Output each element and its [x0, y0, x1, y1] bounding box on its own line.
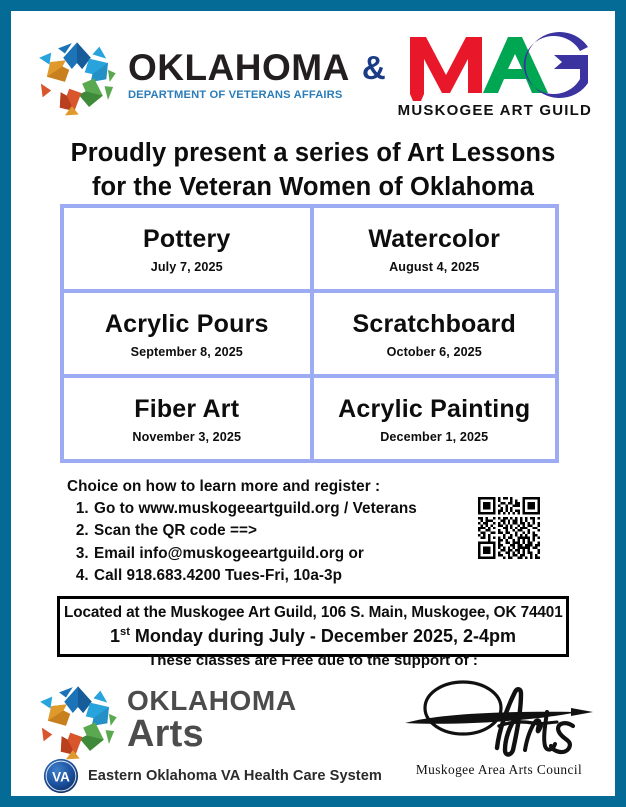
class-row	[64, 374, 555, 459]
free-classes-note: These classes are Free due to the support of :	[148, 652, 478, 669]
ampersand: &	[361, 49, 386, 86]
muskogee-area-arts-council-logo	[401, 678, 597, 778]
oklahoma-arts-pinwheel-icon	[35, 676, 121, 762]
class-name: Pottery	[142, 224, 231, 253]
odva-logo	[34, 32, 350, 118]
oklahoma-arts-line-2: Arts	[127, 712, 204, 755]
class-name: Watercolor	[368, 224, 501, 253]
class-name: Acrylic Painting	[338, 394, 531, 423]
instruction-item-website: 1. Go to www.muskogeeartguild.org / Veterans	[93, 498, 487, 520]
instructions-list	[67, 498, 487, 588]
class-cell-fiber-art	[64, 378, 310, 459]
location-box	[57, 596, 569, 657]
instruction-item-phone: 4. Call 918.683.4200 Tues-Fri, 10a-3p	[93, 565, 487, 587]
schedule-rest: Monday during July - December 2025, 2-4pm	[129, 625, 517, 646]
instruction-item-qr: 2. Scan the QR code ==>	[93, 520, 487, 542]
class-cell-watercolor	[310, 208, 556, 289]
sponsor-logos	[11, 676, 615, 796]
flyer-content	[11, 11, 615, 796]
va-health-care-row	[43, 758, 382, 794]
class-cell-acrylic-pours	[64, 293, 310, 374]
class-date: December 1, 2025	[380, 429, 489, 444]
class-cell-pottery	[64, 208, 310, 289]
class-row	[64, 289, 555, 374]
class-date: September 8, 2025	[130, 344, 243, 359]
class-date: August 4, 2025	[389, 259, 480, 274]
va-health-care-label: Eastern Oklahoma VA Health Care System	[88, 768, 382, 784]
mag-sub-text: MUSKOGEE ART GUILD	[397, 102, 593, 119]
maac-script-arts-icon	[401, 678, 597, 764]
title-line-2: for the Veteran Women of Oklahoma	[91, 172, 535, 201]
odva-sub-text: DEPARTMENT OF VETERANS AFFAIRS	[127, 88, 343, 101]
class-name: Scratchboard	[352, 309, 517, 338]
location-address: Located at the Muskogee Art Guild, 106 S. Main, Muskogee, OK 74401	[64, 604, 563, 621]
qr-code[interactable]	[478, 497, 540, 559]
header-logos	[11, 19, 615, 131]
flyer-title	[11, 137, 615, 204]
oklahoma-arts-wordmark	[127, 685, 297, 755]
maac-caption: Muskogee Area Arts Council	[415, 762, 583, 777]
schedule-day-suffix: st	[119, 625, 130, 638]
class-date: October 6, 2025	[386, 344, 482, 359]
class-schedule-grid	[60, 204, 559, 463]
class-cell-acrylic-painting	[310, 378, 556, 459]
class-date: July 7, 2025	[150, 259, 223, 274]
instructions-heading: Choice on how to learn more and register :	[67, 478, 381, 495]
class-row	[64, 208, 555, 289]
class-name: Fiber Art	[134, 394, 240, 423]
va-seal-icon	[43, 758, 79, 794]
class-date: November 3, 2025	[132, 429, 242, 444]
oklahoma-pinwheel-icon	[34, 32, 120, 118]
mag-letters-icon	[402, 31, 588, 101]
title-line-1: Proudly present a series of Art Lessons	[70, 139, 556, 167]
class-cell-scratchboard	[310, 293, 556, 374]
oklahoma-arts-council-logo	[35, 676, 297, 762]
schedule-day-number: 1	[109, 625, 120, 646]
odva-main-text: OKLAHOMA	[127, 46, 350, 88]
odva-wordmark	[127, 46, 350, 101]
mag-logo	[398, 31, 592, 119]
location-schedule	[64, 625, 562, 648]
oklahoma-arts-line-1: OKLAHOMA	[127, 685, 297, 717]
instruction-item-email: 3. Email info@muskogeeartguild.org or	[93, 543, 487, 565]
registration-instructions	[67, 477, 487, 588]
svg-text:VA: VA	[52, 769, 70, 785]
class-name: Acrylic Pours	[104, 309, 269, 338]
